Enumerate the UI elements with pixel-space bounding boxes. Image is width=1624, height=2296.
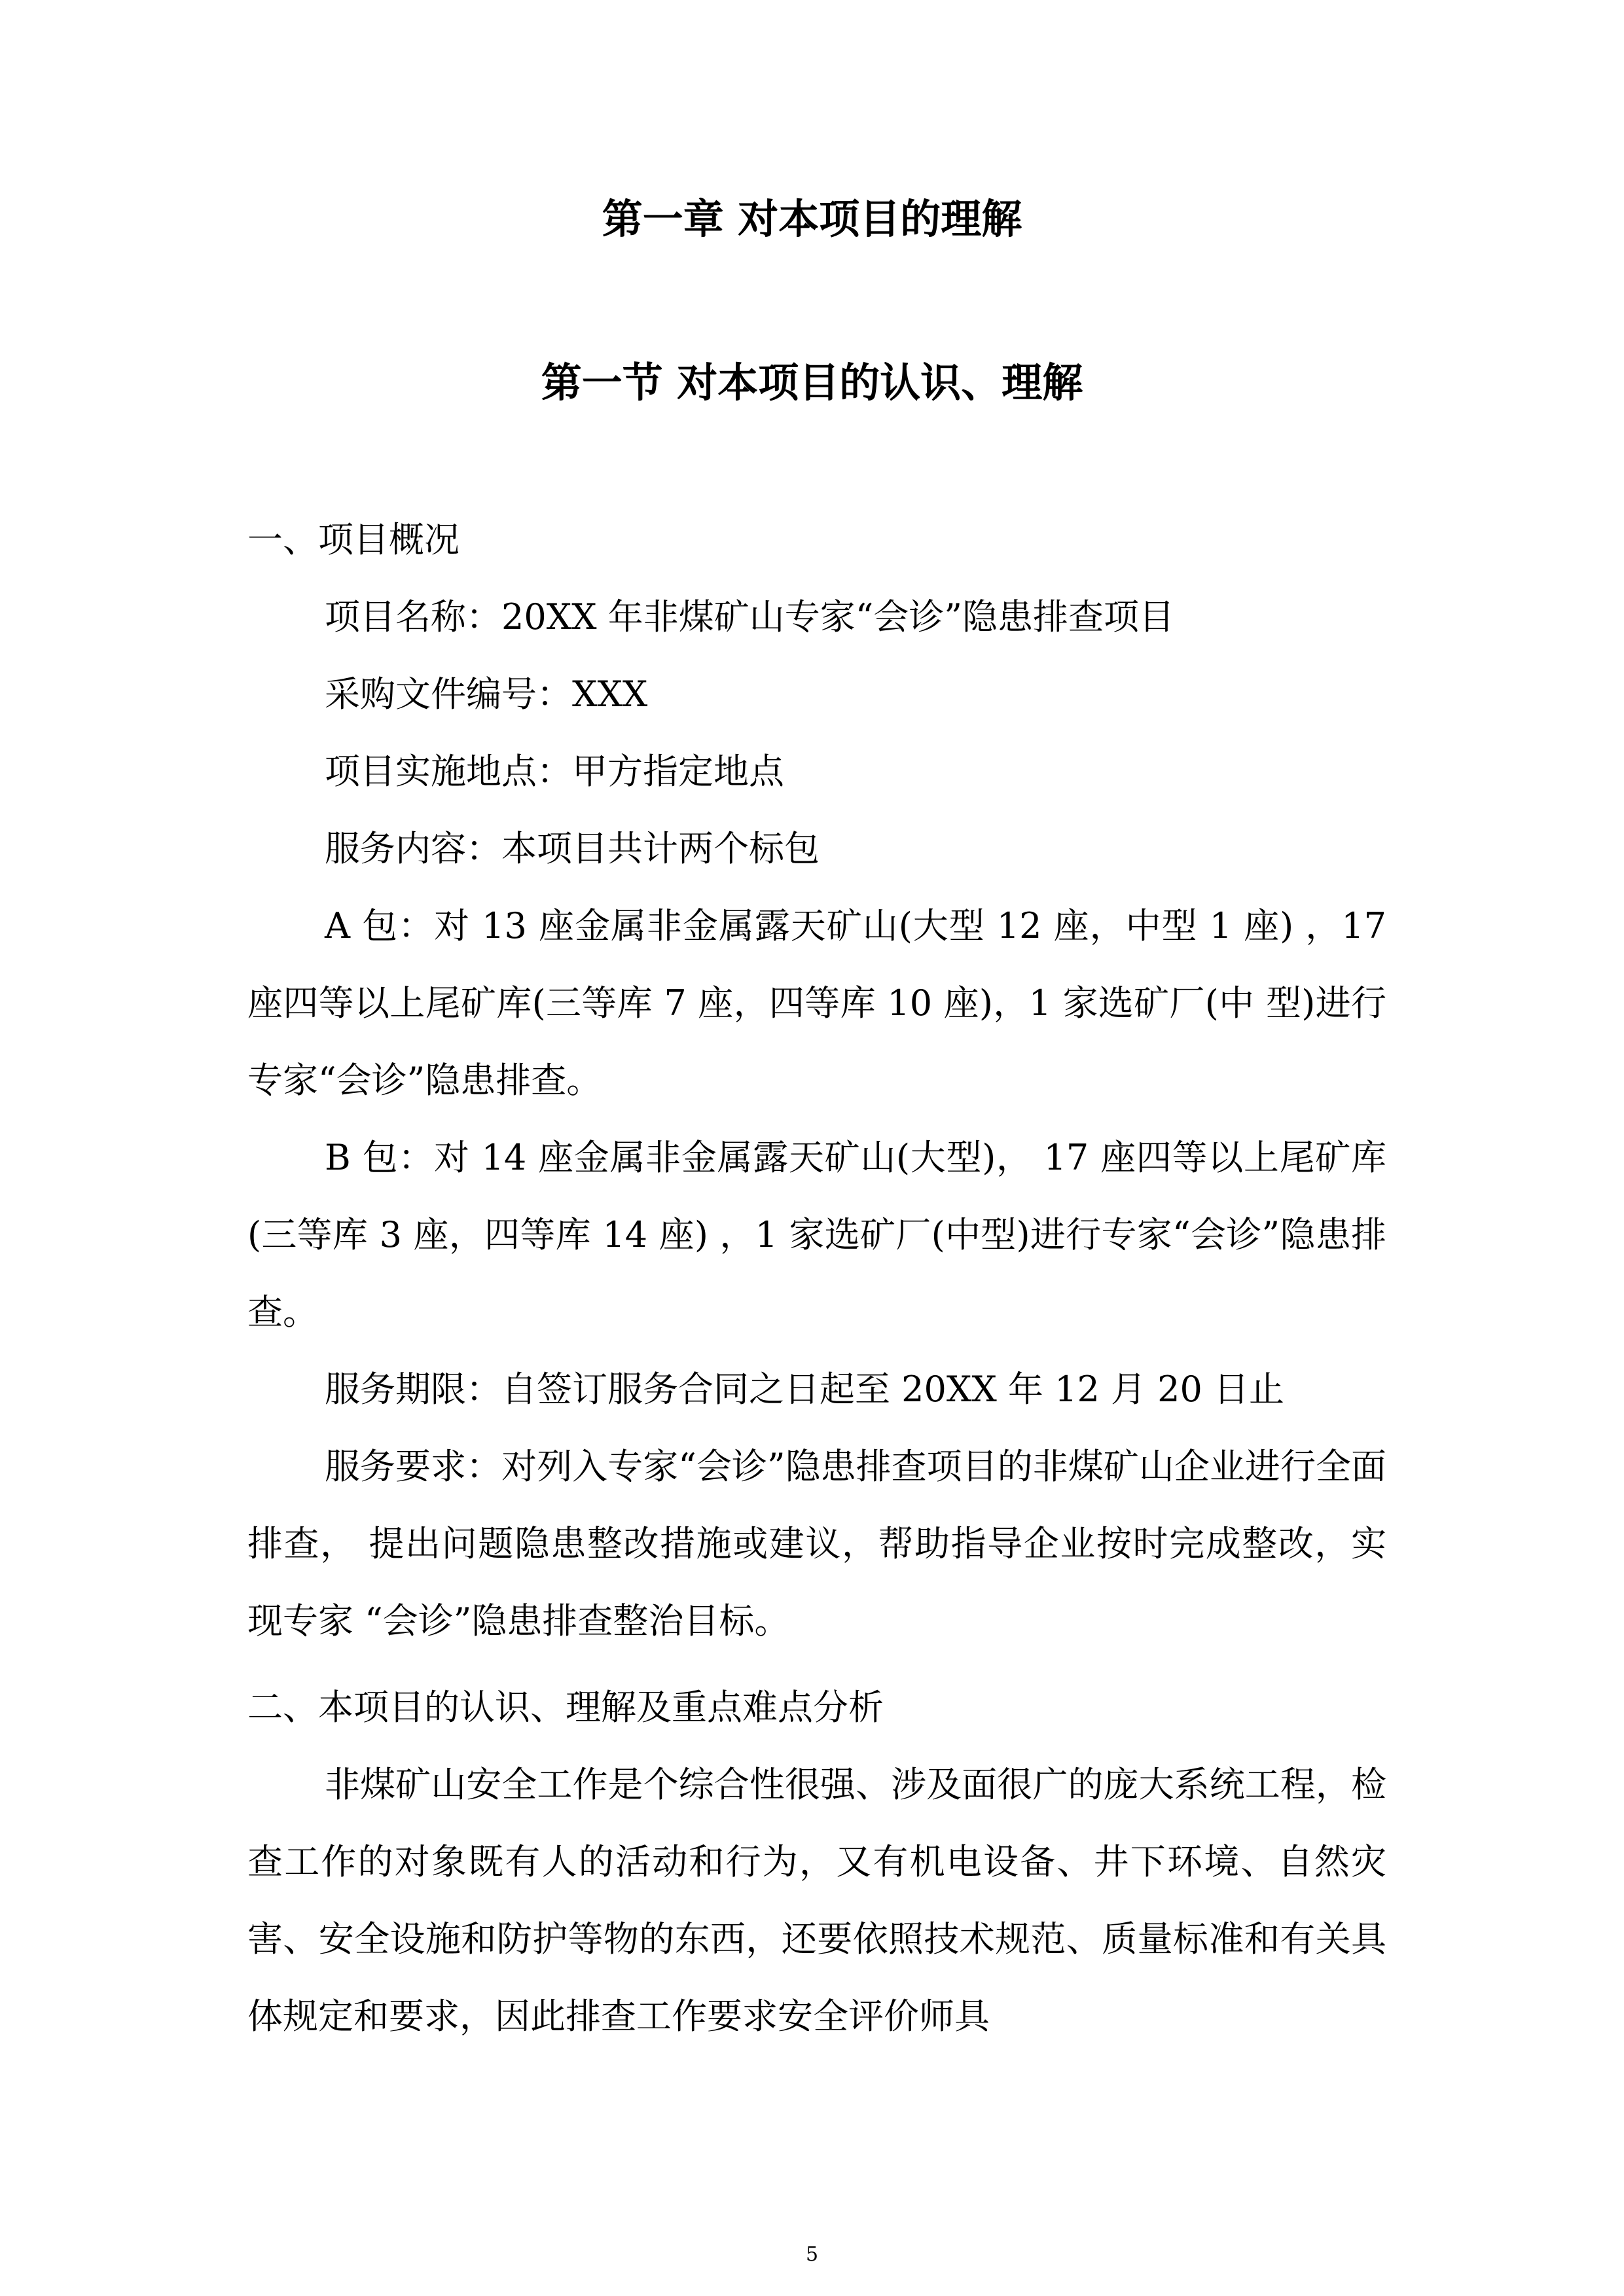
part1-heading: 一、项目概况	[247, 519, 460, 560]
document-body	[247, 501, 1386, 1660]
paragraph-analysis: 非煤矿山安全工作是个综合性很强、涉及面很广的庞大系统工程，检查工作的对象既有人的活动和行为，又有机电设备、井下环境、自然灾害、安全设施和防护等物的东西，还要依照技术规范、质量标准和有关具体规定和要求，因此排查工作要求安全评价师具	[247, 1764, 1386, 2037]
part2-heading: 二、本项目的认识、理解及重点难点分析	[247, 1687, 884, 1728]
paragraph-service-period: 服务期限：自签订服务合同之日起至 20XX 年 12 月 20 日止	[325, 1369, 1285, 1410]
paragraph-project-name: 项目名称：20XX 年非煤矿山专家“会诊”隐患排查项目	[325, 596, 1174, 637]
chapter-title: 第一章 对本项目的理解	[602, 195, 1022, 243]
section-title: 第一节 对本项目的认识、理解	[541, 359, 1083, 406]
paragraph-service-content: 服务内容：本项目共计两个标包	[325, 828, 820, 869]
paragraph-procurement-number: 采购文件编号：XXX	[325, 673, 648, 715]
paragraph-package-b: B 包：对 14 座金属非金属露天矿山(大型)， 17 座四等以上尾矿库(三等库 3 座，四等库 14 座) ，1 家选矿厂(中型)进行专家“会诊”隐患排查。	[247, 1137, 1386, 1333]
page-number: 5	[805, 2243, 819, 2266]
paragraph-service-requirements: 服务要求：对列入专家“会诊”隐患排查项目的非煤矿山企业进行全面排查， 提出问题隐患整改措施或建议，帮助指导企业按时完成整改，实现专家 “会诊”隐患排查整治目标。	[247, 1446, 1386, 1641]
document-body-part2	[247, 1669, 1386, 2055]
paragraph-package-a: A 包：对 13 座金属非金属露天矿山(大型 12 座，中型 1 座) ，17 座四等以上尾矿库(三等库 7 座，四等库 10 座)，1 家选矿厂(中 型)进行专家“会诊”隐患排查。	[247, 905, 1386, 1101]
paragraph-location: 项目实施地点：甲方指定地点	[325, 751, 784, 792]
